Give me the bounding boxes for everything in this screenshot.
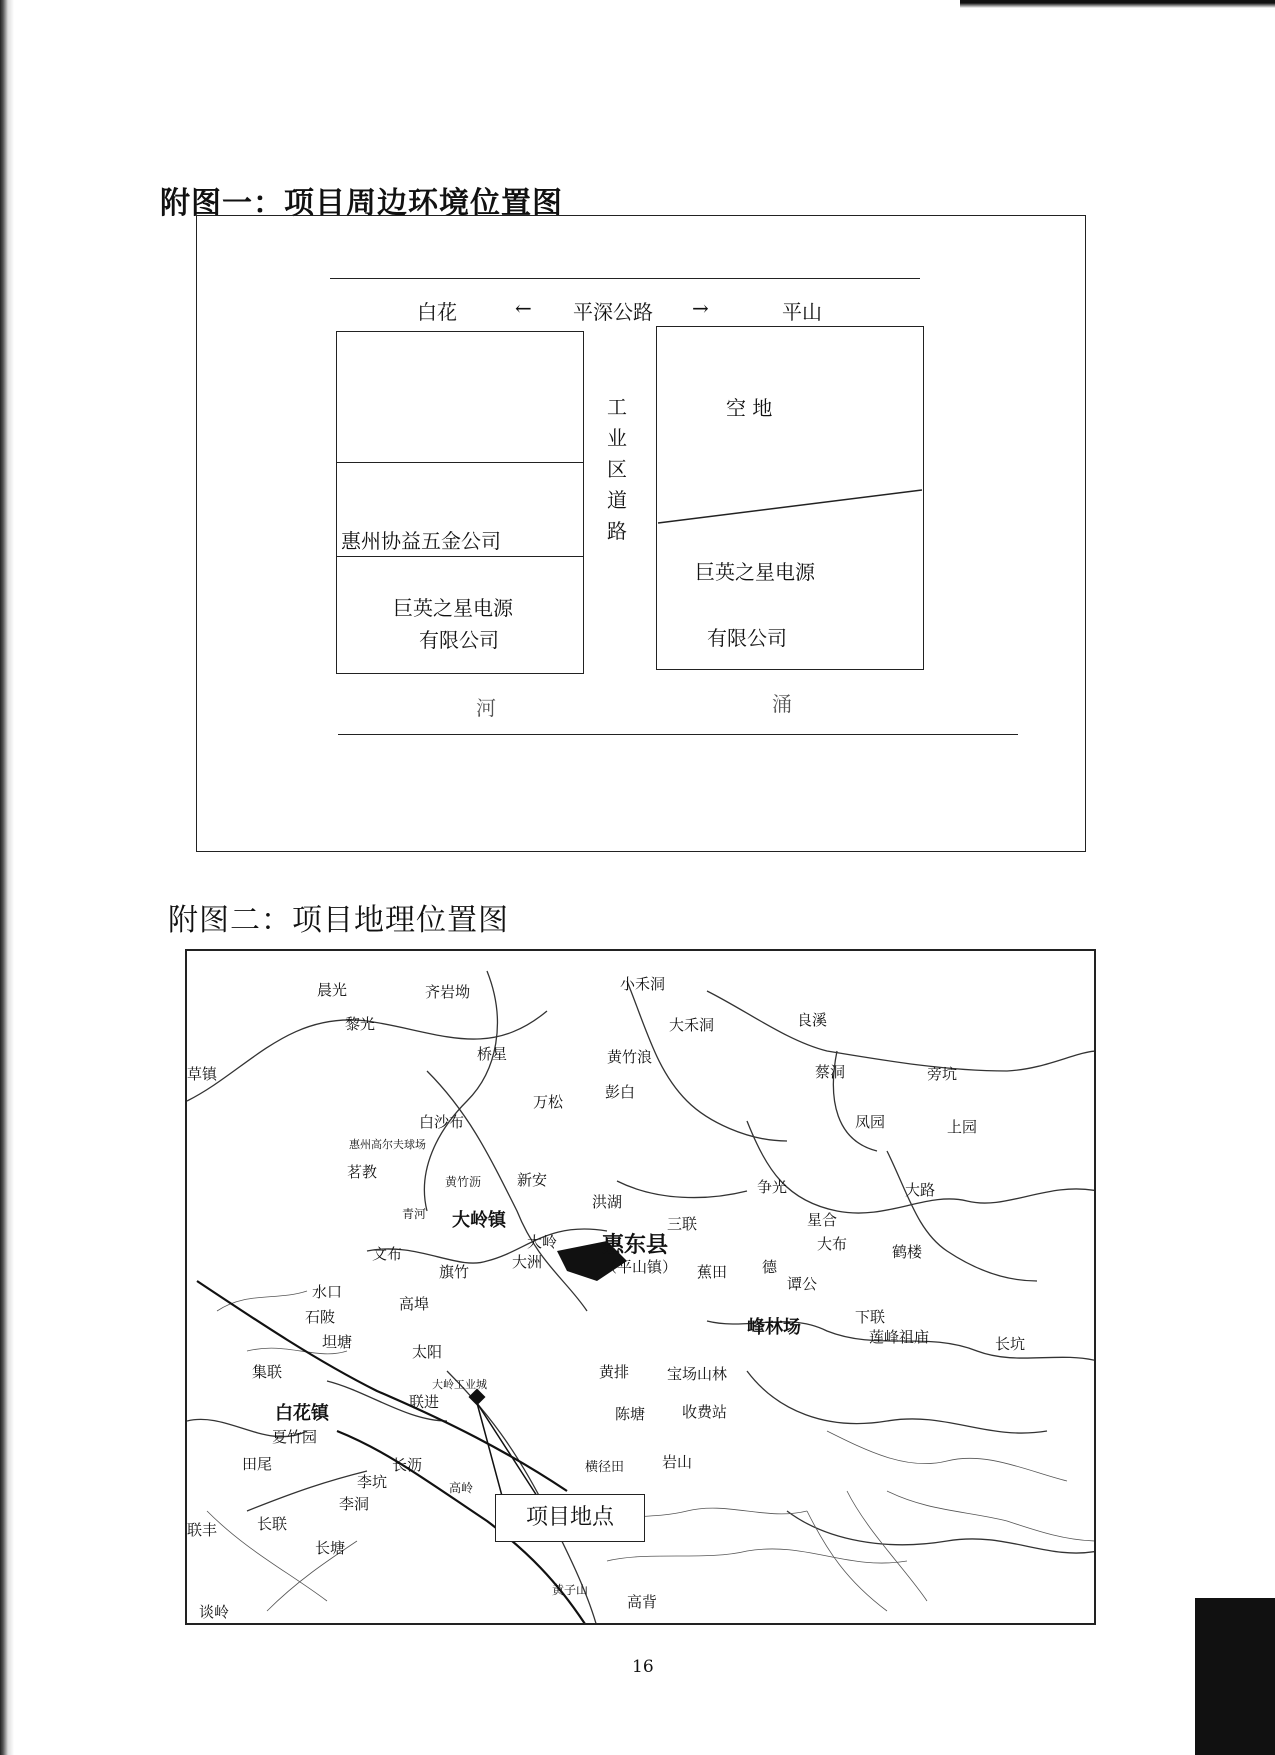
left-plot-divider-1 — [336, 462, 584, 463]
map-place-huangzhuli: 黄竹沥 — [445, 1175, 482, 1189]
left-plot-divider-2 — [336, 556, 584, 557]
map-place-wenbu: 文布 — [372, 1245, 403, 1263]
map-place-dahedong: 大禾洞 — [669, 1016, 715, 1034]
map-place-jiaotian: 蕉田 — [697, 1263, 728, 1281]
map-place-gaobei: 高背 — [627, 1593, 658, 1611]
right-plot-divider — [656, 326, 924, 670]
map-place-xialian: 下联 — [855, 1308, 886, 1326]
map-place-tangong: 谭公 — [787, 1275, 818, 1293]
map-place-wansong: 万松 — [533, 1093, 564, 1111]
project-location-callout: 项目地点 — [495, 1494, 645, 1542]
map-place-changli: 长沥 — [392, 1456, 423, 1474]
map-place-caozhen: 草镇 — [187, 1065, 218, 1083]
map-place-jilian: 集联 — [252, 1363, 283, 1381]
river-right-label: 涌 — [772, 692, 792, 716]
map-place-dalingzhen: 大岭镇 — [452, 1210, 506, 1231]
map-place-baihuazhen: 白花镇 — [275, 1403, 329, 1424]
map-place-lianfengzumiao: 莲峰祖庙 — [869, 1328, 930, 1346]
company-left-lower-line1: 巨英之星电源 — [393, 596, 513, 620]
map-place-sanlian: 三联 — [667, 1215, 698, 1233]
figure2-title: 附图二：项目地理位置图 — [168, 903, 509, 938]
road-right-arrow: → — [692, 296, 709, 320]
page-number: 16 — [632, 1657, 654, 1677]
map-place-pangkeng: 旁坑 — [927, 1065, 958, 1083]
left-plot — [336, 331, 584, 674]
map-place-liguang: 黎光 — [345, 1015, 376, 1033]
map-place-chentang: 陈塘 — [615, 1405, 646, 1423]
river-left-label: 河 — [476, 696, 496, 720]
road-top-line — [330, 278, 920, 279]
map-place-lidong: 李洞 — [339, 1495, 370, 1513]
map-place-de: 德 — [762, 1258, 778, 1276]
map-place-xinghe: 星合 — [807, 1211, 838, 1229]
map-place-changlian: 长联 — [257, 1515, 288, 1533]
map-place-changtang: 长塘 — [315, 1539, 346, 1557]
map-place-dalu: 大路 — [905, 1181, 936, 1199]
vertical-road-label: 工业区道路 — [607, 395, 627, 543]
map-place-lianjin: 联进 — [409, 1393, 440, 1411]
map-place-dabu: 大布 — [817, 1235, 848, 1253]
map-place-xiaohedong: 小禾洞 — [620, 975, 666, 993]
map-place-caidong: 蔡洞 — [815, 1063, 846, 1081]
map-place-tanling: 谈岭 — [199, 1603, 230, 1621]
map-place-yanshan: 岩山 — [662, 1453, 693, 1471]
map-place-pengbai: 彭白 — [605, 1083, 636, 1101]
map-place-qiaoxing: 桥星 — [477, 1045, 508, 1063]
road-left-arrow: ← — [515, 296, 532, 320]
map-place-helou: 鹤楼 — [892, 1243, 923, 1261]
map-place-huangpai: 黄排 — [599, 1363, 630, 1381]
map-place-shoufeizhan: 收费站 — [682, 1403, 728, 1421]
map-place-zhengguang: 争光 — [757, 1178, 788, 1196]
map-place-likeng: 李坑 — [357, 1473, 388, 1491]
map-place-hengjingtian: 横径田 — [585, 1460, 625, 1475]
map-place-qiyanao: 齐岩坳 — [425, 983, 471, 1001]
road-name-label: 平深公路 — [573, 300, 653, 324]
map-place-daling: 大岭 — [527, 1233, 558, 1251]
map-place-qizhu: 旗竹 — [439, 1263, 470, 1281]
road-right-label: 平山 — [782, 300, 822, 324]
map-place-fengyuan: 凤园 — [855, 1113, 886, 1131]
map-place-honghu: 洪湖 — [592, 1193, 623, 1211]
map-place-lianfeng: 联丰 — [187, 1521, 218, 1539]
road-left-label: 白花 — [417, 300, 457, 324]
river-line — [338, 734, 1018, 735]
map-place-dalinggongyecheng: 大岭工业城 — [432, 1378, 487, 1391]
map-place-qinghe: 青河 — [402, 1207, 427, 1221]
map-county-label: 惠东县 — [602, 1233, 669, 1258]
map-place-baochangshanlin: 宝场山林 — [667, 1365, 728, 1383]
figure1-title: 附图一：项目周边环境位置图 — [160, 186, 563, 221]
map-place-changkeng: 长坑 — [995, 1335, 1026, 1353]
map-place-huangzhulang: 黄竹浪 — [607, 1048, 653, 1066]
map-place-golf: 惠州高尔夫球场 — [349, 1138, 426, 1151]
map-place-baishabu: 白沙布 — [419, 1113, 465, 1131]
map-place-xiazhuyuan: 夏竹园 — [272, 1428, 318, 1446]
map-place-gaobu: 高埠 — [399, 1295, 430, 1313]
map-place-xinan: 新安 — [517, 1171, 548, 1189]
map-place-tianwei: 田尾 — [242, 1455, 273, 1473]
map-place-tantang: 坦塘 — [322, 1333, 353, 1351]
empty-lot-label: 空 地 — [726, 396, 773, 420]
map-place-shipo: 石陂 — [305, 1308, 336, 1326]
map-place-shangyuan: 上园 — [947, 1118, 978, 1136]
map-place-chenguang: 晨光 — [317, 981, 348, 999]
company-right-line2: 有限公司 — [707, 626, 787, 650]
map-place-huangzishan: 黄子山 — [552, 1583, 589, 1597]
map-place-gaoling: 高岭 — [449, 1481, 474, 1495]
map-county-seat-label: （平山镇） — [602, 1258, 678, 1276]
scan-top-edge — [960, 0, 1275, 8]
company-left-lower-line2: 有限公司 — [419, 628, 499, 652]
company-right-line1: 巨英之星电源 — [695, 560, 815, 584]
scan-left-edge — [0, 0, 14, 1755]
map-place-mingjiao: 茗教 — [347, 1163, 378, 1181]
map-place-liangxi: 良溪 — [797, 1011, 828, 1029]
map-place-shuikou: 水口 — [312, 1283, 343, 1301]
map-place-taiyang: 太阳 — [412, 1343, 443, 1361]
map-place-dazhou: 大洲 — [512, 1253, 543, 1271]
scan-corner-shadow — [1195, 1598, 1275, 1755]
map-place-fenglinchang: 峰林场 — [747, 1317, 801, 1338]
company-left-upper: 惠州协益五金公司 — [341, 529, 501, 553]
